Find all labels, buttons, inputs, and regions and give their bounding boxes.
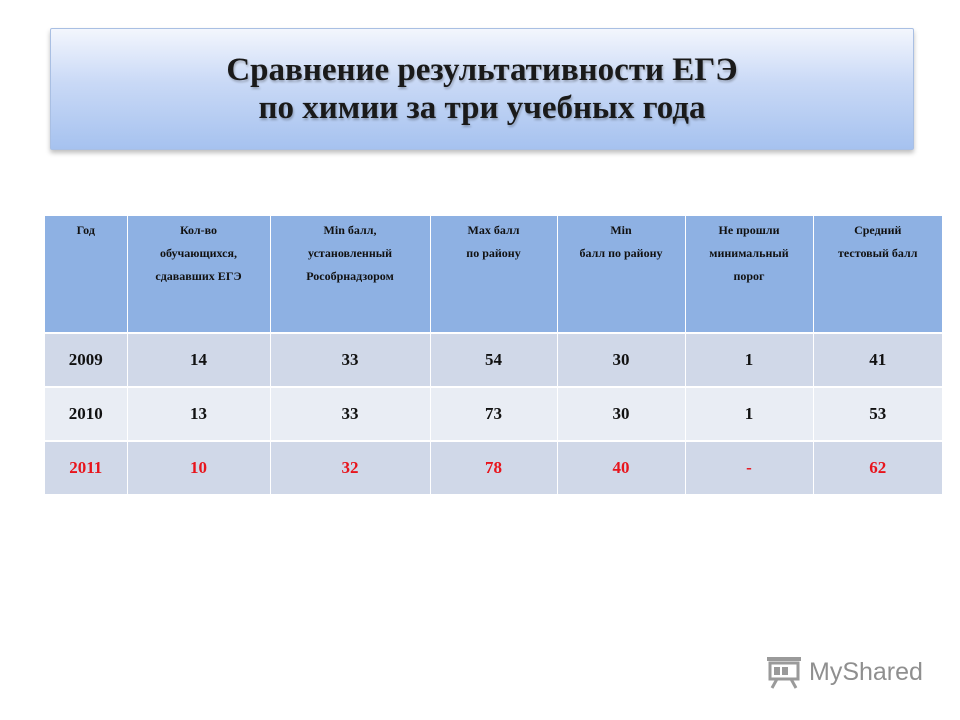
cell-year: 2009 [45, 333, 127, 387]
cell-failed-threshold: 1 [685, 387, 813, 441]
cell-failed-threshold: 1 [685, 333, 813, 387]
title-banner [50, 28, 914, 150]
title-line-1: Сравнение результативности ЕГЭ [226, 52, 738, 88]
cell-average-score: 62 [813, 441, 942, 494]
title-line-2: по химии за три учебных года [258, 90, 706, 126]
cell-min-score-district: 30 [557, 333, 685, 387]
watermark [765, 654, 923, 690]
cell-students-count: 14 [127, 333, 270, 387]
table-header-row [45, 216, 942, 333]
cell-year: 2011 [45, 441, 127, 494]
cell-max-score-district: 54 [430, 333, 557, 387]
table-row-2009 [45, 333, 942, 387]
header-min-score-official: Min балл, установленный Рособрнадзором [270, 216, 430, 333]
header-students-count: Кол-во обучающихся, сдававших ЕГЭ [127, 216, 270, 333]
cell-students-count: 10 [127, 441, 270, 494]
header-max-score-district: Max балл по району [430, 216, 557, 333]
header-min-score-district: Min балл по району [557, 216, 685, 333]
header-failed-threshold: Не прошли минимальный порог [685, 216, 813, 333]
results-table [45, 216, 942, 494]
header-year: Год [45, 216, 127, 333]
table-row-2011 [45, 441, 942, 494]
presentation-board-icon [765, 654, 803, 690]
cell-max-score-district: 78 [430, 441, 557, 494]
cell-average-score: 41 [813, 333, 942, 387]
cell-min-score-official: 33 [270, 387, 430, 441]
cell-year: 2010 [45, 387, 127, 441]
header-average-score: Средний тестовый балл [813, 216, 942, 333]
cell-min-score-official: 32 [270, 441, 430, 494]
cell-min-score-official: 33 [270, 333, 430, 387]
cell-min-score-district: 30 [557, 387, 685, 441]
cell-average-score: 53 [813, 387, 942, 441]
table-row-2010 [45, 387, 942, 441]
watermark-text: MyShared [809, 657, 923, 686]
cell-max-score-district: 73 [430, 387, 557, 441]
cell-min-score-district: 40 [557, 441, 685, 494]
cell-failed-threshold: - [685, 441, 813, 494]
cell-students-count: 13 [127, 387, 270, 441]
